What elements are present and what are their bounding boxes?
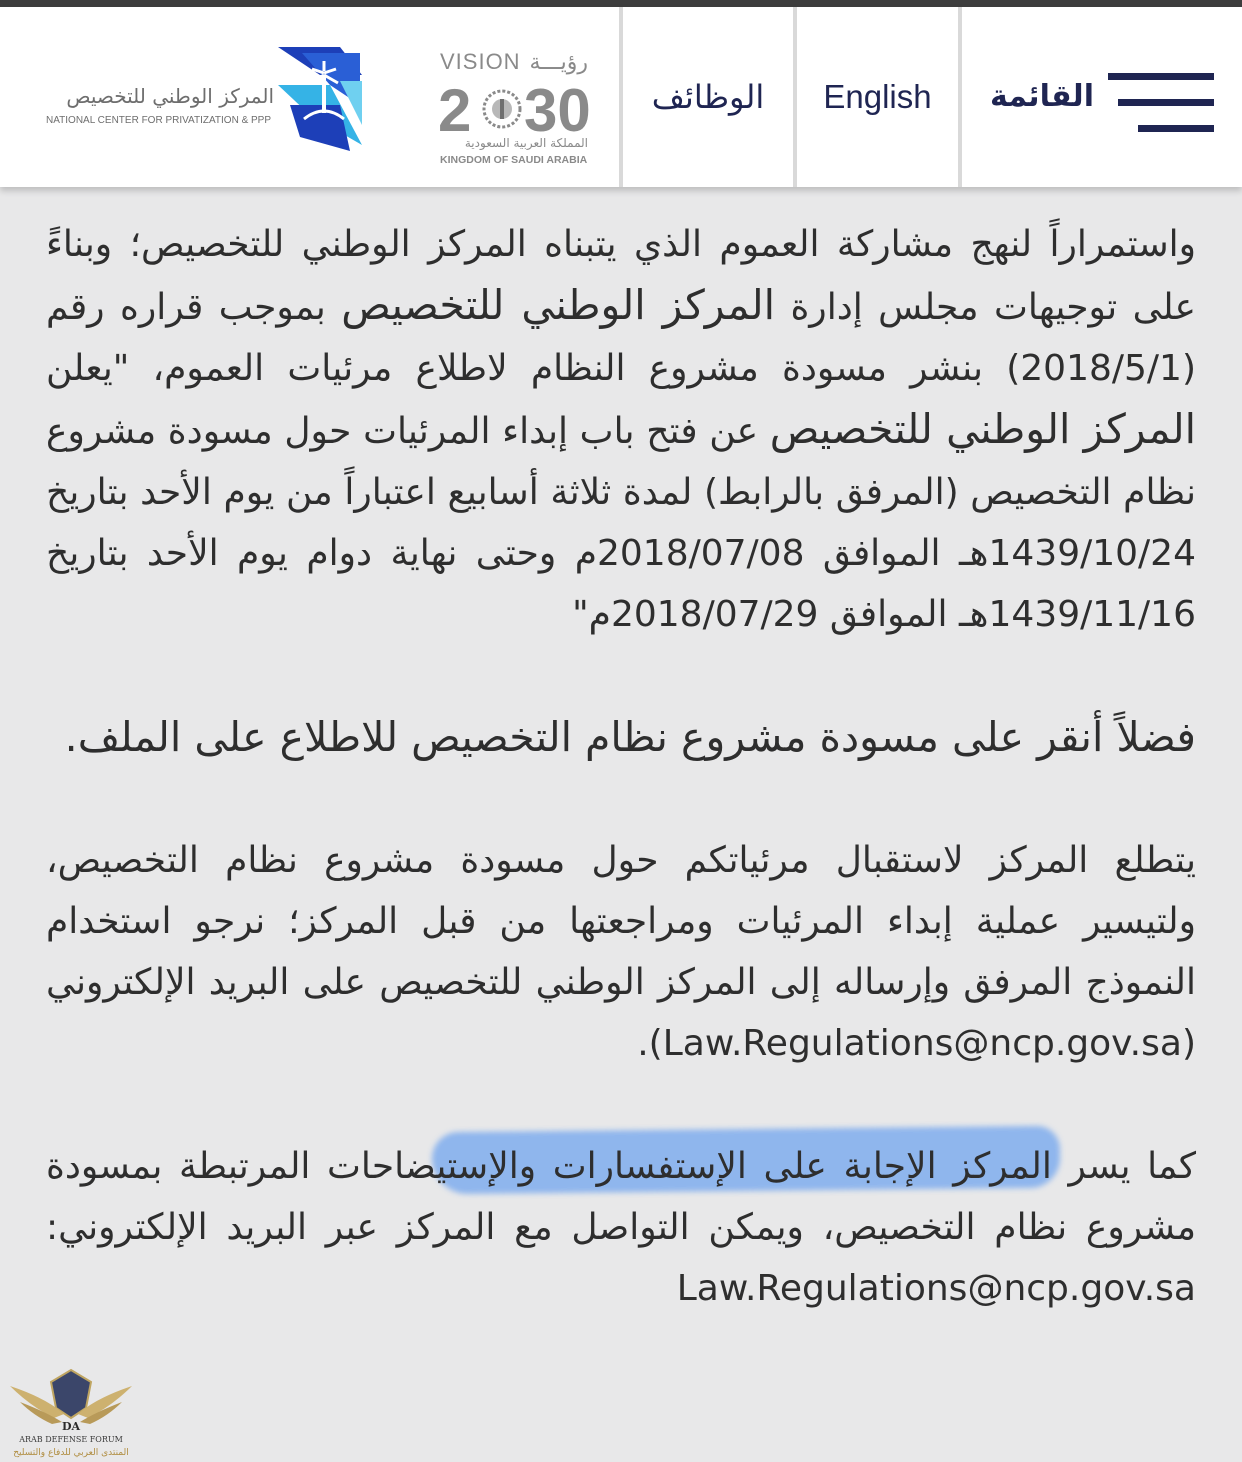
- site-header: [0, 7, 1242, 187]
- ncp-english-name: NATIONAL CENTER FOR PRIVATIZATION & PPP: [46, 115, 272, 126]
- vision-word: VISION: [440, 49, 521, 74]
- vision-2030-logo[interactable]: [430, 37, 600, 167]
- paragraph-text: بموجب قراره رقم (2018/5/1) بنشر مسودة مشروع النظام لاطلاع مرئيات العموم، "يعلن: [46, 287, 1196, 389]
- email-link[interactable]: Law.Regulations@ncp.gov.sa: [676, 1268, 1196, 1309]
- vision-arabic-word: رؤيـــة: [529, 50, 588, 75]
- paragraph-text: واستمراراً لنهج مشاركة العموم الذي يتبناه المركز الوطني للتخصيص؛ وبناءً على توجيهات مجلس إدارة: [46, 224, 1197, 328]
- draft-link-paragraph[interactable]: فضلاً أنقر على مسودة مشروع نظام التخصيص للاطلاع على الملف.: [64, 713, 1196, 761]
- forum-watermark: [6, 1362, 136, 1460]
- language-english-link[interactable]: [797, 7, 958, 187]
- email-link[interactable]: Law.Regulations@ncp.gov.sa: [662, 1023, 1182, 1064]
- jobs-link[interactable]: [623, 7, 793, 187]
- vision-year-2: 2: [438, 77, 472, 144]
- paragraph-text: ).: [637, 1023, 663, 1064]
- vision-arabic-country: المملكة العربية السعودية: [464, 136, 588, 150]
- paragraph-emphasis: المركز الوطني للتخصيص: [341, 281, 775, 329]
- vision-english-country: KINGDOM OF SAUDI ARABIA: [440, 154, 588, 166]
- ncp-arabic-name: المركز الوطني للتخصيص: [66, 84, 274, 108]
- feedback-paragraph: [46, 830, 1196, 1074]
- inquiries-paragraph: [46, 1136, 1196, 1319]
- ncp-emblem-icon: [278, 47, 362, 151]
- watermark-arabic: المنتدى العربي للدفاع والتسليح: [13, 1448, 129, 1458]
- language-label: English: [823, 78, 932, 115]
- ncp-logo[interactable]: [40, 45, 370, 155]
- vision-year-30: 30: [524, 77, 591, 144]
- top-border: [0, 0, 1242, 7]
- menu-label: القائمة: [990, 79, 1094, 114]
- paragraph-text: يتطلع المركز لاستقبال مرئياتكم حول مسودة مشروع نظام التخصيص، ولتيسير عملية إبداء المرئيات ومراجعتها من قبل المركز؛ نرجو استخدام النموذج المرفق وإرساله إلى المركز الوطني للتخصيص على البريد الإلكتروني (: [46, 840, 1196, 1064]
- menu-button[interactable]: [962, 7, 1242, 187]
- watermark-english: ARAB DEFENSE FORUM: [19, 1435, 123, 1444]
- jobs-label: الوظائف: [651, 78, 765, 116]
- hamburger-icon: [1108, 73, 1214, 133]
- watermark-initials: DA: [61, 1420, 81, 1433]
- paragraph-emphasis: المركز الوطني للتخصيص: [769, 405, 1196, 453]
- paragraph-text: كما يسر المركز الإجابة على الإستفسارات والإستيضاحات المرتبطة بمسودة مشروع نظام التخصيص، ويمكن التواصل مع المركز عبر البريد الإلكتروني:: [46, 1146, 1196, 1248]
- vision-emblem-icon: [484, 91, 520, 127]
- eagle-emblem-icon: [10, 1370, 132, 1424]
- announcement-paragraph: [46, 214, 1196, 645]
- announcement-body: [46, 214, 1196, 1319]
- paragraph-text: عن فتح باب إبداء المرئيات حول مسودة مشروع نظام التخصيص (المرفق بالرابط) لمدة ثلاثة أسابيع اعتباراً من يوم الأحد بتاريخ 1439/10/24هـ الموافق 2018/07/08م وحتى نهاية دوام يوم الأحد بتاريخ 1439/11/16هـ الموافق 2018/07/29م": [46, 411, 1196, 635]
